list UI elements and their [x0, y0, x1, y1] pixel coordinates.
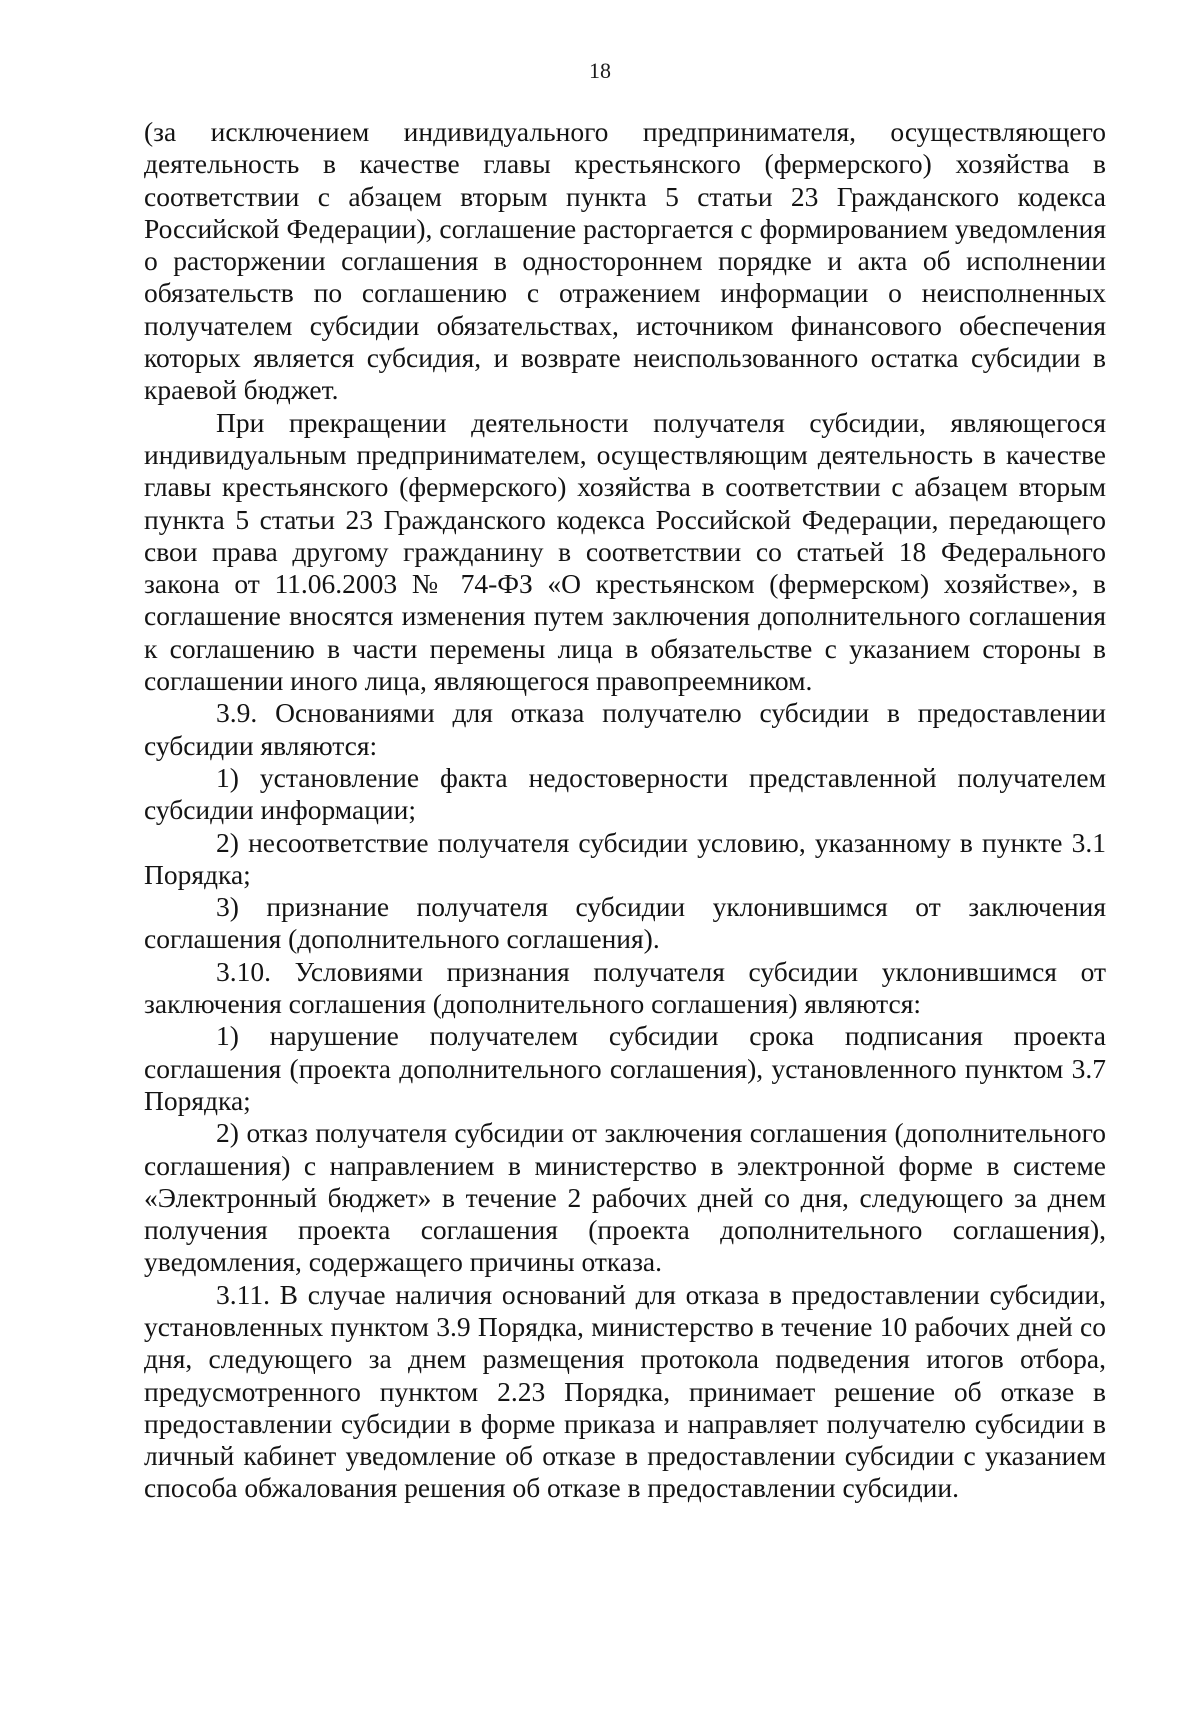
page-number: 18 [589, 58, 611, 83]
paragraph-clause-3-10-item-2: 2) отказ получателя субсидии от заключения соглашения (дополнительного соглашения) с направлением в министерство в электронной форме в системе «Электронный бюджет» в течение 2 рабочих дней со дня, следующего за днем получения проекта соглашения (проекта дополнительного соглашения), уведомления, содержащего причины отказа. [144, 1117, 1106, 1278]
paragraph-clause-3-10-item-1: 1) нарушение получателем субсидии срока подписания проекта соглашения (проекта дополнительного соглашения), установленного пунктом 3.7 Порядка; [144, 1020, 1106, 1116]
paragraph-clause-3-11: 3.11. В случае наличия оснований для отказа в предоставлении субсидии, установленных пунктом 3.9 Порядка, министерство в течение 10 рабочих дней со дня, следующего за днем размещения протокола подведения итогов отбора, предусмотренного пунктом 2.23 Порядка, принимает решение об отказе в предоставлении субсидии в форме приказа и направляет получателю субсидии в личный кабинет уведомление об отказе в предоставлении субсидии с указанием способа обжалования решения об отказе в предоставлении субсидии. [144, 1278, 1106, 1504]
paragraph-clause-3-9-item-3: 3) признание получателя субсидии уклонившимся от заключения соглашения (дополнительного соглашения). [144, 891, 1106, 955]
paragraph-clause-3-9: 3.9. Основаниями для отказа получателю субсидии в предоставлении субсидии являются: [144, 697, 1106, 761]
paragraph-clause-3-9-item-1: 1) установление факта недостоверности представленной получателем субсидии информации; [144, 761, 1106, 826]
paragraph-continuation: (за исключением индивидуального предпринимателя, осуществляющего деятельность в качестве главы крестьянского (фермерского) хозяйства в соответствии с абзацем вторым пункта 5 статьи 23 Гражданского кодекса Российской Федерации), соглашение расторгается с формированием уведомления о расторжении соглашения в одностороннем порядке и акта об исполнении обязательств по соглашению с отражением информации о неисполненных получателем субсидии обязательствах, источником финансового обеспечения которых является субсидия, и возврате неиспользованного остатка субсидии в краевой бюджет. [144, 116, 1106, 406]
paragraph-termination-of-activity: При прекращении деятельности получателя субсидии, являющегося индивидуальным предпринимателем, осуществляющим деятельность в качестве главы крестьянского (фермерского) хозяйства в соответствии с абзацем вторым пункта 5 статьи 23 Гражданского кодекса Российской Федерации, передающего свои права другому гражданину в соответствии со статьей 18 Федерального закона от 11.06.2003 № 74-ФЗ «О крестьянском (фермерском) хозяйстве», в соглашение вносятся изменения путем заключения дополнительного соглашения к соглашению в части перемены лица в обязательстве с указанием стороны в соглашении иного лица, являющегося правопреемником. [144, 406, 1106, 697]
paragraph-clause-3-9-item-2: 2) несоответствие получателя субсидии условию, указанному в пункте 3.1 Порядка; [144, 826, 1106, 890]
document-body [144, 116, 1106, 1505]
paragraph-clause-3-10: 3.10. Условиями признания получателя субсидии уклонившимся от заключения соглашения (дополнительного соглашения) являются: [144, 955, 1106, 1020]
